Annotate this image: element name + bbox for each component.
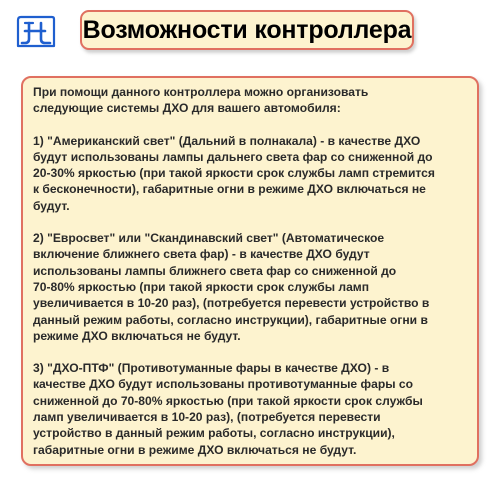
text-line: включение ближнего света фар) - в качестве ДХО будут	[33, 247, 370, 262]
text-line: ламп увеличивается в 10-20 раз), (потребуется перевести	[33, 410, 381, 425]
text-line: будут использованы лампы дальнего света фар со сниженной до	[33, 149, 433, 164]
text-line: При помощи данного контроллера можно организовать	[33, 85, 369, 99]
text-line: данный режим работы, согласно инструкции), габаритные огни в	[33, 312, 428, 327]
text-line: 70-80% яркостью (при такой яркости срок службы ламп	[33, 279, 370, 294]
text-line: 2) "Евросвет" или "Скандинавский свет" (Автоматическое	[33, 231, 385, 246]
text-line: 1) "Американский свет" (Дальний в полнакала) - в качестве ДХО	[33, 133, 421, 148]
content-panel	[21, 76, 479, 466]
title-banner	[80, 10, 414, 50]
text-line: 3) "ДХО-ПТФ" (Противотуманные фары в качестве ДХО) - в	[33, 361, 390, 376]
jh-logo-icon	[14, 13, 58, 53]
text-line: увеличивается в 10-20 раз), (потребуется перевести устройство в	[33, 296, 430, 311]
text-line: будут.	[33, 198, 70, 213]
paragraph	[33, 84, 469, 117]
text-line: сниженной до 70-80% яркостью (при такой яркости срок службы	[33, 393, 423, 408]
text-line: устройство в данный режим работы, согласно инструкции),	[33, 426, 395, 441]
paragraph	[33, 230, 469, 344]
text-line: габаритные огни в режиме ДХО включаться не будут.	[33, 442, 357, 457]
text-line: качестве ДХО будут использованы противотуманные фары со	[33, 377, 414, 392]
paragraph-list	[33, 84, 469, 458]
text-line: режиме ДХО включаться не будут.	[33, 328, 241, 343]
jh-logo-graphic	[14, 13, 58, 53]
text-line: 20-30% яркостью (при такой яркости срок службы ламп стремится	[33, 166, 435, 181]
text-line: использованы лампы ближнего света фар со сниженной до	[33, 263, 397, 278]
paragraph	[33, 360, 469, 458]
page-title: Возможности контроллера	[82, 15, 412, 44]
text-line: к бесконечности), габаритные огни в режиме ДХО включаться не	[33, 182, 426, 197]
paragraph	[33, 133, 469, 214]
text-line: следующие системы ДХО для вашего автомобиля:	[33, 101, 341, 116]
